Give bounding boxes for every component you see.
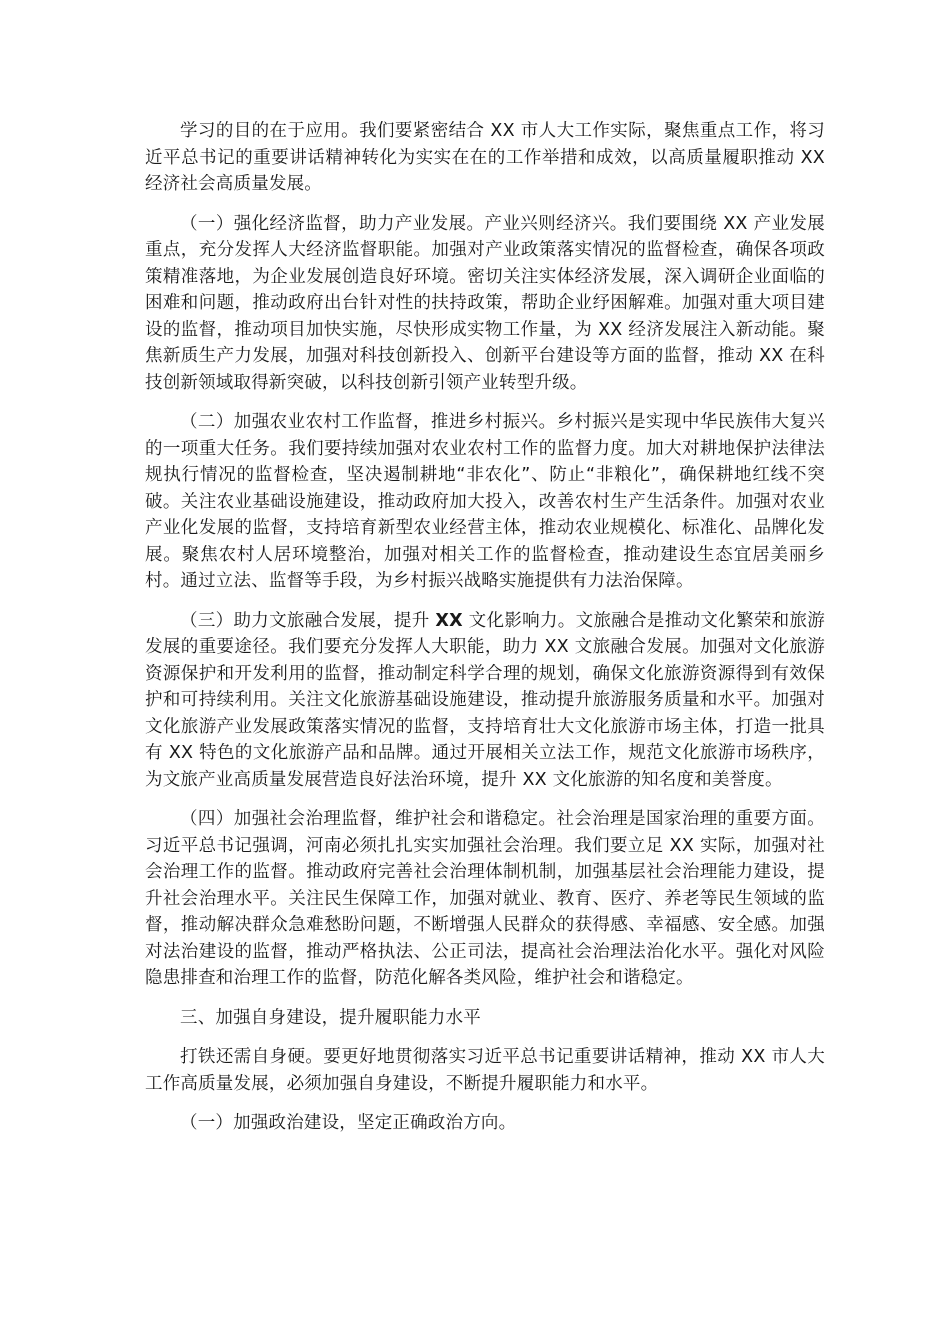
paragraph-rural-revitalization: （二）加强农业农村工作监督，推进乡村振兴。乡村振兴是实现中华民族伟大复兴的一项重大任务。我们要持续加强对农业农村工作的监督力度。加大对耕地保护法律法规执行情况的监督检查，坚决遏制耕地“非农化”、防止“非粮化”，确保耕地红线不突破。关注农业基础设施建设，推动政府加大投入，改善农村生产生活条件。加强对农业产业化发展的监督，支持培育新型农业经营主体，推动农业规模化、标准化、品牌化发展。聚焦农村人居环境整治，加强对相关工作的监督检查，推动建设生态宜居美丽乡村。通过立法、监督等手段，为乡村振兴战略实施提供有力法治保障。: [145, 412, 825, 591]
paragraph-culture-tourism-bold: XX: [435, 610, 463, 631]
paragraph-economic-supervision: （一）强化经济监督，助力产业发展。产业兴则经济兴。我们要围绕 XX 产业发展重点，充分发挥人大经济监督职能。加强对产业政策落实情况的监督检查，确保各项政策精准落地，为企业发展创造良好环境。密切关注实体经济发展，深入调研企业面临的困难和问题，推动政府出台针对性的扶持政策，帮助企业纾困解难。加强对重大项目建设的监督，推动项目加快实施，尽快形成实物工作量，为 XX 经济发展注入新动能。聚焦新质生产力发展，加强对科技创新投入、创新平台建设等方面的监督，推动 XX 在科技创新领域取得新突破，以科技创新引领产业转型升级。: [145, 213, 825, 393]
paragraph-intro: 学习的目的在于应用。我们要紧密结合 XX 市人大工作实际，聚焦重点工作，将习近平总书记的重要讲话精神转化为实实在在的工作举措和成效，以高质量履职推动 XX 经济社会高质量发展。: [145, 121, 825, 194]
paragraph-culture-tourism-lead: （三）助力文旅融合发展，提升: [180, 610, 436, 631]
paragraph-culture-tourism: [145, 608, 825, 794]
paragraph-political-building: （一）加强政治建设，坚定正确政治方向。: [180, 1113, 517, 1133]
paragraph-self-building: 打铁还需自身硬。要更好地贯彻落实习近平总书记重要讲话精神，推动 XX 市人大工作高质量发展，必须加强自身建设，不断提升履职能力和水平。: [145, 1047, 825, 1094]
paragraph-social-governance: （四）加强社会治理监督，维护社会和谐稳定。社会治理是国家治理的重要方面。习近平总书记强调，河南必须扎扎实实加强社会治理。我们要立足 XX 实际，加强对社会治理工作的监督。推动政府完善社会治理体制机制，加强基层社会治理能力建设，提升社会治理水平。关注民生保障工作，加强对就业、教育、医疗、养老等民生领域的监督，推动解决群众急难愁盼问题，不断增强人民群众的获得感、幸福感、安全感。加强对法治建设的监督，推动严格执法、公正司法，提高社会治理法治化水平。强化对风险隐患排查和治理工作的监督，防范化解各类风险，维护社会和谐稳定。: [145, 809, 825, 988]
section-heading-self-building: 三、加强自身建设，提升履职能力水平: [180, 1007, 481, 1028]
paragraph-culture-tourism-rest: 文化影响力。文旅融合是推动文化繁荣和旅游发展的重要途径。我们要充分发挥人大职能，助力 XX 文旅融合发展。加强对文化旅游资源保护和开发利用的监督，推动制定科学合理的规划，确保文化旅游资源得到有效保护和可持续利用。关注文化旅游基础设施建设，推动提升旅游服务质量和水平。加强对文化旅游产业发展政策落实情况的监督，支持培育壮大文化旅游市场主体，打造一批具有 XX 特色的文化旅游产品和品牌。通过开展相关立法工作，规范文化旅游市场秩序，为文旅产业高质量发展营造良好法治环境，提升 XX 文化旅游的知名度和美誉度。: [145, 610, 826, 790]
document-body: [145, 118, 825, 1150]
